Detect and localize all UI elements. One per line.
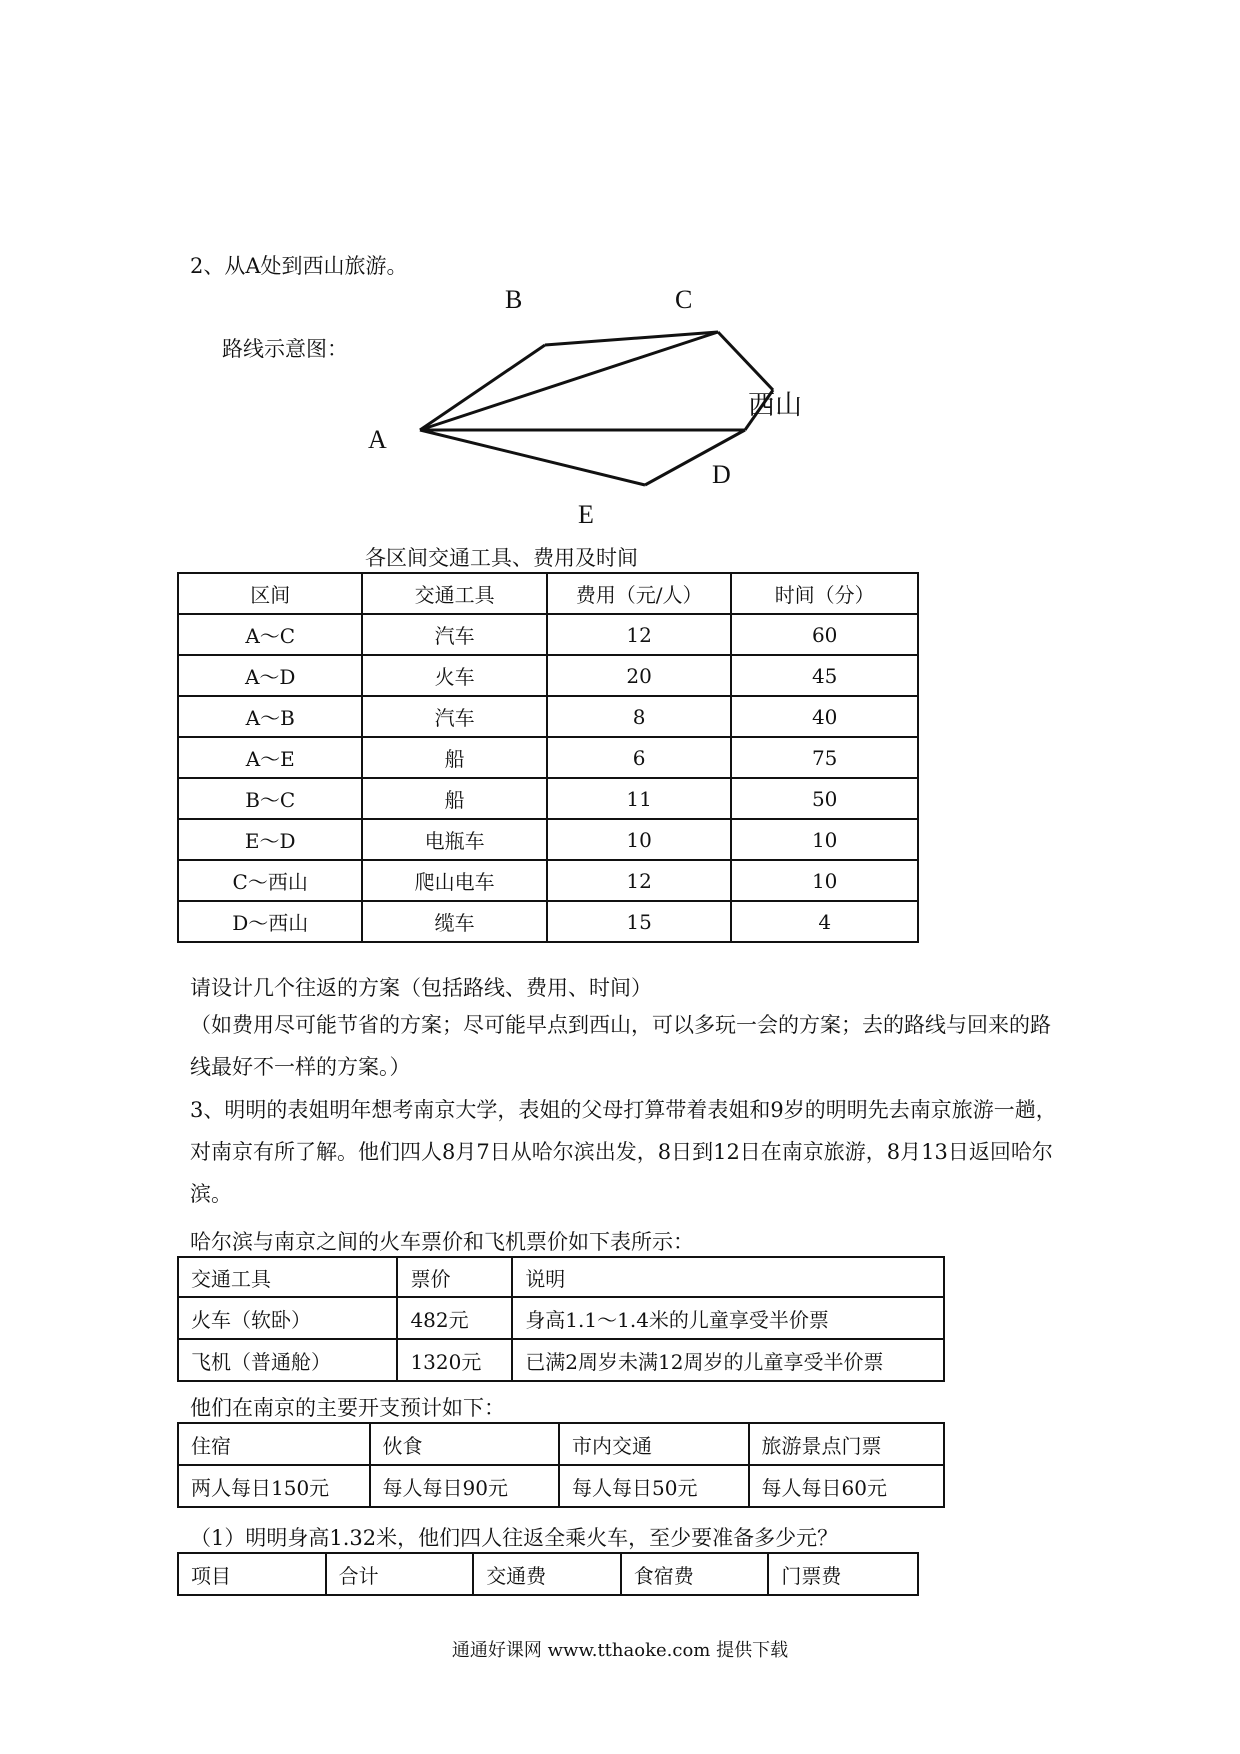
table-cell: D～西山 (178, 901, 362, 942)
table-cell: 火车（软卧） (178, 1297, 397, 1339)
header-cell: 交通工具 (362, 573, 546, 614)
table-cell: 缆车 (362, 901, 546, 942)
table-cell: 汽车 (362, 614, 546, 655)
header-cell: 合计 (326, 1553, 474, 1595)
table-row (178, 778, 918, 819)
table-cell: 10 (731, 819, 918, 860)
table-row (178, 901, 918, 942)
table-title: 各区间交通工具、费用及时间 (365, 546, 638, 570)
table-cell: B～C (178, 778, 362, 819)
table-cell: 11 (547, 778, 732, 819)
table-cell: 每人每日60元 (749, 1465, 945, 1507)
table-row (178, 614, 918, 655)
table-row (178, 696, 918, 737)
expense-header-row (178, 1423, 944, 1465)
table-cell: 60 (731, 614, 918, 655)
table-cell: 每人每日50元 (559, 1465, 748, 1507)
point-B-label: B (505, 285, 523, 314)
page-footer: 通通好课网 www.tthaoke.com 提供下载 (451, 1640, 789, 1661)
edge-B-C (545, 332, 718, 345)
price-row (178, 1339, 944, 1381)
table-cell: 每人每日90元 (370, 1465, 559, 1507)
header-cell: 交通费 (473, 1553, 621, 1595)
answer-header-row (178, 1553, 918, 1595)
table-cell: 40 (731, 696, 918, 737)
q2-heading: 2、从A处到西山旅游。 (190, 254, 408, 278)
edge-C-bend (718, 332, 773, 390)
table-cell: 6 (547, 737, 732, 778)
table-cell: 20 (547, 655, 732, 696)
table-cell: A～E (178, 737, 362, 778)
transport-table (177, 572, 919, 943)
table-cell: 482元 (397, 1297, 512, 1339)
price-header-row (178, 1257, 944, 1297)
expense-caption: 他们在南京的主要开支预计如下： (190, 1396, 505, 1420)
table-cell: 身高1.1～1.4米的儿童享受半价票 (512, 1297, 944, 1339)
table-cell: 已满2周岁未满12周岁的儿童享受半价票 (512, 1339, 944, 1381)
xishan-label: 西山 (748, 390, 802, 421)
header-cell: 食宿费 (621, 1553, 769, 1595)
route-diagram-label: 路线示意图： (222, 337, 348, 361)
table-cell: 船 (362, 778, 546, 819)
table-row (178, 737, 918, 778)
point-A-label: A (368, 425, 387, 454)
header-cell: 伙食 (370, 1423, 559, 1465)
answer-table (177, 1552, 919, 1596)
edge-A-E (420, 430, 645, 485)
edge-A-B (420, 345, 545, 430)
header-cell: 旅游景点门票 (749, 1423, 945, 1465)
table-row (178, 819, 918, 860)
table-cell: 12 (547, 614, 732, 655)
header-cell: 区间 (178, 573, 362, 614)
table-cell: 50 (731, 778, 918, 819)
table-row (178, 860, 918, 901)
table-cell: 8 (547, 696, 732, 737)
table-header-row (178, 573, 918, 614)
table-cell: 汽车 (362, 696, 546, 737)
point-C-label: C (675, 285, 693, 314)
table-cell: C～西山 (178, 860, 362, 901)
table-cell: 火车 (362, 655, 546, 696)
table-cell: 10 (547, 819, 732, 860)
table-cell: 爬山电车 (362, 860, 546, 901)
header-cell: 门票费 (768, 1553, 918, 1595)
table-cell: 船 (362, 737, 546, 778)
header-cell: 住宿 (178, 1423, 370, 1465)
table-cell: A～C (178, 614, 362, 655)
table-cell: E～D (178, 819, 362, 860)
route-diagram (340, 280, 820, 530)
header-cell: 说明 (512, 1257, 944, 1297)
table-cell: 12 (547, 860, 732, 901)
expense-row (178, 1465, 944, 1507)
table-cell: 电瓶车 (362, 819, 546, 860)
q2-hint: （如费用尽可能节省的方案；尽可能早点到西山，可以多玩一会的方案；去的路线与回来的路线最好不一样的方案。） (190, 1013, 1051, 1079)
table-cell: 10 (731, 860, 918, 901)
q2-task: 请设计几个往返的方案（包括路线、费用、时间） (190, 976, 652, 1000)
table-cell: A～B (178, 696, 362, 737)
table-cell: 4 (731, 901, 918, 942)
header-cell: 交通工具 (178, 1257, 397, 1297)
expense-table (177, 1422, 945, 1508)
table-cell: 75 (731, 737, 918, 778)
point-E-label: E (578, 500, 594, 529)
header-cell: 项目 (178, 1553, 326, 1595)
table-cell: 1320元 (397, 1339, 512, 1381)
table-cell: 飞机（普通舱） (178, 1339, 397, 1381)
price-row (178, 1297, 944, 1339)
q3-sub1: （1）明明身高1.32米，他们四人往返全乘火车，至少要准备多少元？ (190, 1526, 839, 1550)
point-D-label: D (712, 460, 731, 489)
price-caption: 哈尔滨与南京之间的火车票价和飞机票价如下表所示： (190, 1230, 694, 1254)
header-cell: 市内交通 (559, 1423, 748, 1465)
table-cell: A～D (178, 655, 362, 696)
header-cell: 时间（分） (731, 573, 918, 614)
table-row (178, 655, 918, 696)
table-cell: 15 (547, 901, 732, 942)
q3-intro: 3、明明的表姐明年想考南京大学，表姐的父母打算带着表姐和9岁的明明先去南京旅游一趟，对南京有所了解。他们四人8月7日从哈尔滨出发，8日到12日在南京旅游，8月13日返回哈尔滨。 (190, 1098, 1057, 1206)
header-cell: 费用（元/人） (547, 573, 732, 614)
header-cell: 票价 (397, 1257, 512, 1297)
ticket-price-table (177, 1256, 945, 1382)
table-cell: 两人每日150元 (178, 1465, 370, 1507)
table-cell: 45 (731, 655, 918, 696)
edge-A-C (420, 332, 718, 430)
